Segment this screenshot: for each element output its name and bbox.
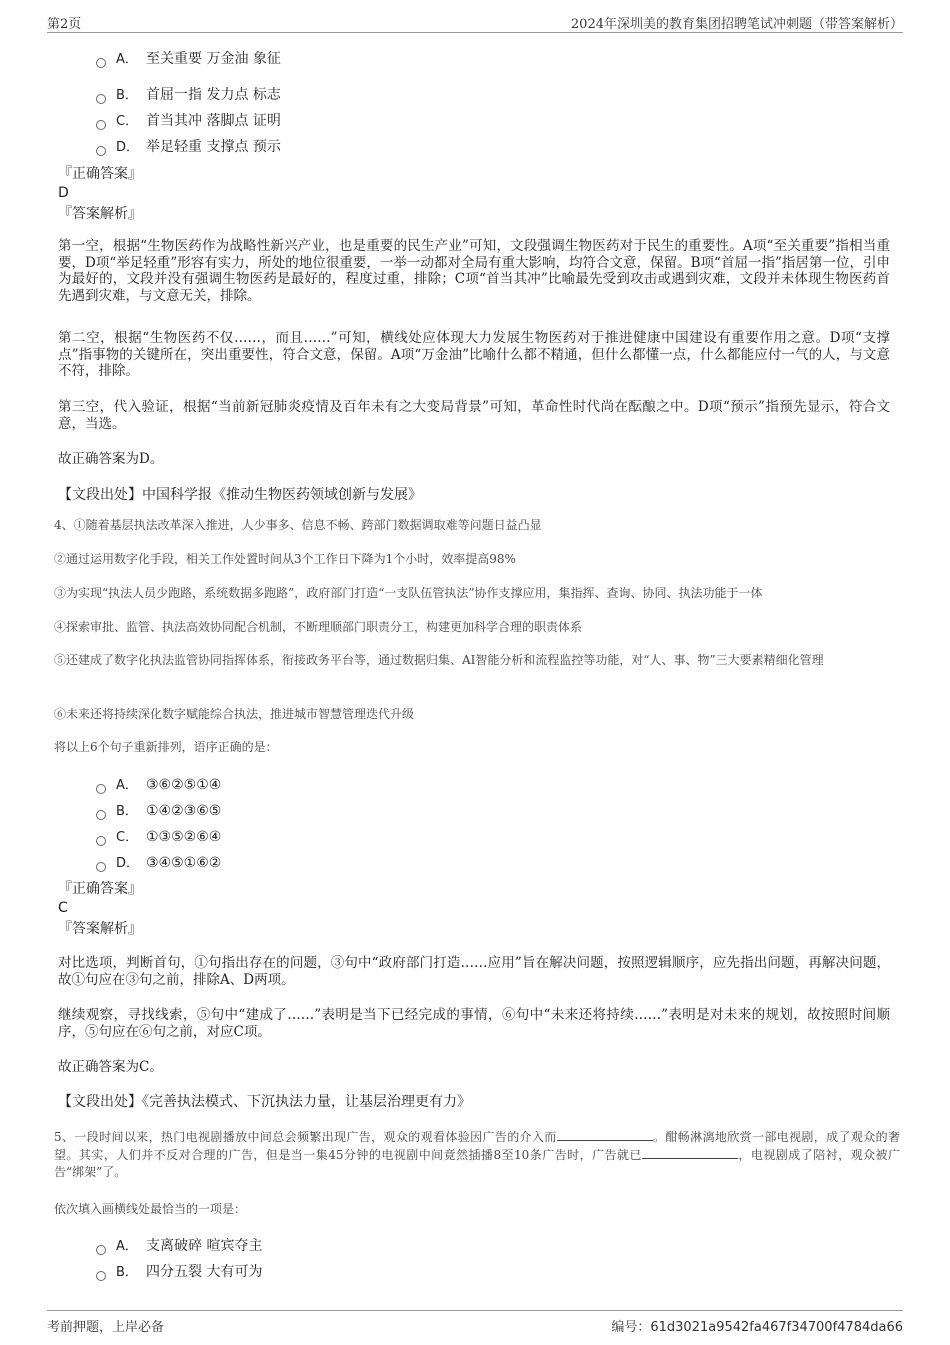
radio-icon[interactable]	[96, 1245, 106, 1255]
radio-icon[interactable]	[96, 862, 106, 872]
radio-icon[interactable]	[96, 120, 106, 130]
q5-option-a[interactable]: A． 支离破碎 喧宾夺主	[96, 1236, 262, 1256]
q3-conclusion: 故正确答案为D。	[58, 451, 164, 467]
q3-analysis-p2: 第二空，根据“生物医药不仅……，而且……”可知，横线处应体现大力发展生物医药对于推进健康中国建设有重要作用之意。D项“支撑点”指事物的关键所在，突出重要性，符合文意，保留。A项“万金油”比喻什么都不精通，但什么都懂一点，什么都能应付一气的人，与文意不符，排除。	[58, 330, 890, 379]
page-footer	[47, 1310, 903, 1333]
page-header	[47, 10, 903, 33]
page-number: 第2页	[47, 17, 82, 32]
q3-option-d[interactable]: D． 举足轻重 支撑点 预示	[96, 137, 281, 157]
document-id: 编号：61d3021a9542fa467f34700f4784da66	[611, 1320, 903, 1335]
q4-sentence-1: 4、①随着基层执法改革深入推进，人少事多、信息不畅、跨部门数据调取难等问题日益凸显	[54, 518, 542, 532]
q4-answer-label: 『正确答案』	[58, 881, 142, 897]
q4-sentence-2: ②通过运用数字化手段，相关工作处置时间从3个工作日下降为1个小时，效率提高98%	[54, 552, 516, 566]
q3-analysis-p1: 第一空，根据“生物医药作为战略性新兴产业，也是重要的民生产业”可知，文段强调生物医药对于民生的重要性。A项“至关重要”指相当重要，D项“举足轻重”形容有实力，所处的地位很重要，一举一动都对全局有重大影响，均符合文意，保留。B项“首屈一指”指居第一位，引申为最好的，文段并没有强调生物医药是最好的，程度过重，排除；C项“首当其冲”比喻最先受到攻击或遇到灾难，文段并未体现生物医药首先遇到灾难，与文意无关，排除。	[58, 238, 890, 304]
radio-icon[interactable]	[96, 836, 106, 846]
q4-prompt: 将以上6个句子重新排列，语序正确的是：	[54, 740, 278, 754]
radio-icon[interactable]	[96, 94, 106, 104]
radio-icon[interactable]	[96, 784, 106, 794]
q3-analysis-label: 『答案解析』	[58, 206, 142, 222]
q4-option-b[interactable]: B． ①④②③⑥⑤	[96, 801, 221, 821]
q4-source: 【文段出处】《完善执法模式、下沉执法力量，让基层治理更有力》	[58, 1094, 471, 1110]
q4-conclusion: 故正确答案为C。	[58, 1059, 163, 1075]
q4-sentence-6: ⑥未来还将持续深化数字赋能综合执法，推进城市智慧管理迭代升级	[54, 707, 415, 721]
blank-2[interactable]	[642, 1146, 738, 1159]
q3-analysis-p3: 第三空，代入验证，根据“当前新冠肺炎疫情及百年未有之大变局背景”可知，革命性时代尚在酝酿之中。D项“预示”指预先显示，符合文意，当选。	[58, 399, 890, 432]
q4-option-a[interactable]: A． ③⑥②⑤①④	[96, 775, 221, 795]
q4-analysis-label: 『答案解析』	[58, 921, 142, 937]
footer-slogan: 考前押题，上岸必备	[47, 1320, 165, 1335]
q4-option-d[interactable]: D． ③④⑤①⑥②	[96, 853, 221, 873]
q3-answer: D	[58, 185, 69, 201]
q4-answer: C	[58, 900, 68, 916]
q5-prompt: 依次填入画横线处最恰当的一项是：	[54, 1202, 247, 1216]
q4-analysis-p2: 继续观察，寻找线索，⑤句中“建成了……”表明是当下已经完成的事情，⑥句中“未来还将持续……”表明是对未来的规划，故按照时间顺序，⑤句应在⑥句之前，对应C项。	[58, 1007, 890, 1040]
document-title: 2024年深圳美的教育集团招聘笔试冲刺题（带答案解析）	[570, 17, 903, 32]
q4-analysis-p1: 对比选项，判断首句，①句指出存在的问题，③句中“政府部门打造……应用”旨在解决问题，按照逻辑顺序，应先指出问题，再解决问题，故①句应在③句之前，排除A、D两项。	[58, 955, 890, 988]
radio-icon[interactable]	[96, 1271, 106, 1281]
q4-sentence-3: ③为实现“执法人员少跑路，系统数据多跑路”，政府部门打造“一支队伍管执法”协作支撑应用，集指挥、查询、协同、执法功能于一体	[54, 586, 763, 600]
radio-icon[interactable]	[96, 58, 106, 68]
q5-stem: 5、一段时间以来，热门电视剧播放中间总会频繁出现广告，观众的观看体验因广告的介入而 。酣畅淋漓地欣赏一部电视剧，成了观众的奢望。其实，人们并不反对合理的广告，但是当一集45分钟的电视剧中间竟然插播8至10条广告时，广告就已 ，电视剧成了陪衬，观众被广告“绑架”了。	[54, 1130, 900, 1179]
q3-source: 【文段出处】中国科学报《推动生物医药领域创新与发展》	[58, 487, 422, 503]
radio-icon[interactable]	[96, 810, 106, 820]
q5-option-b[interactable]: B． 四分五裂 大有可为	[96, 1262, 262, 1282]
q3-option-c[interactable]: C． 首当其冲 落脚点 证明	[96, 111, 281, 131]
q4-sentence-4: ④探索审批、监管、执法高效协同配合机制，不断理顺部门职责分工，构建更加科学合理的职责体系	[54, 620, 583, 634]
radio-icon[interactable]	[96, 146, 106, 156]
q4-option-c[interactable]: C． ①③⑤②⑥④	[96, 827, 221, 847]
q3-answer-label: 『正确答案』	[58, 166, 142, 182]
q3-option-b[interactable]: B． 首屈一指 发力点 标志	[96, 85, 281, 105]
q4-sentence-5: ⑤还建成了数字化执法监管协同指挥体系，衔接政务平台等，通过数据归集、AI智能分析和流程监控等功能，对“人、事、物”三大要素精细化管理	[54, 653, 824, 667]
blank-1[interactable]	[557, 1128, 653, 1141]
q3-option-a[interactable]: A． 至关重要 万金油 象征	[96, 49, 281, 69]
